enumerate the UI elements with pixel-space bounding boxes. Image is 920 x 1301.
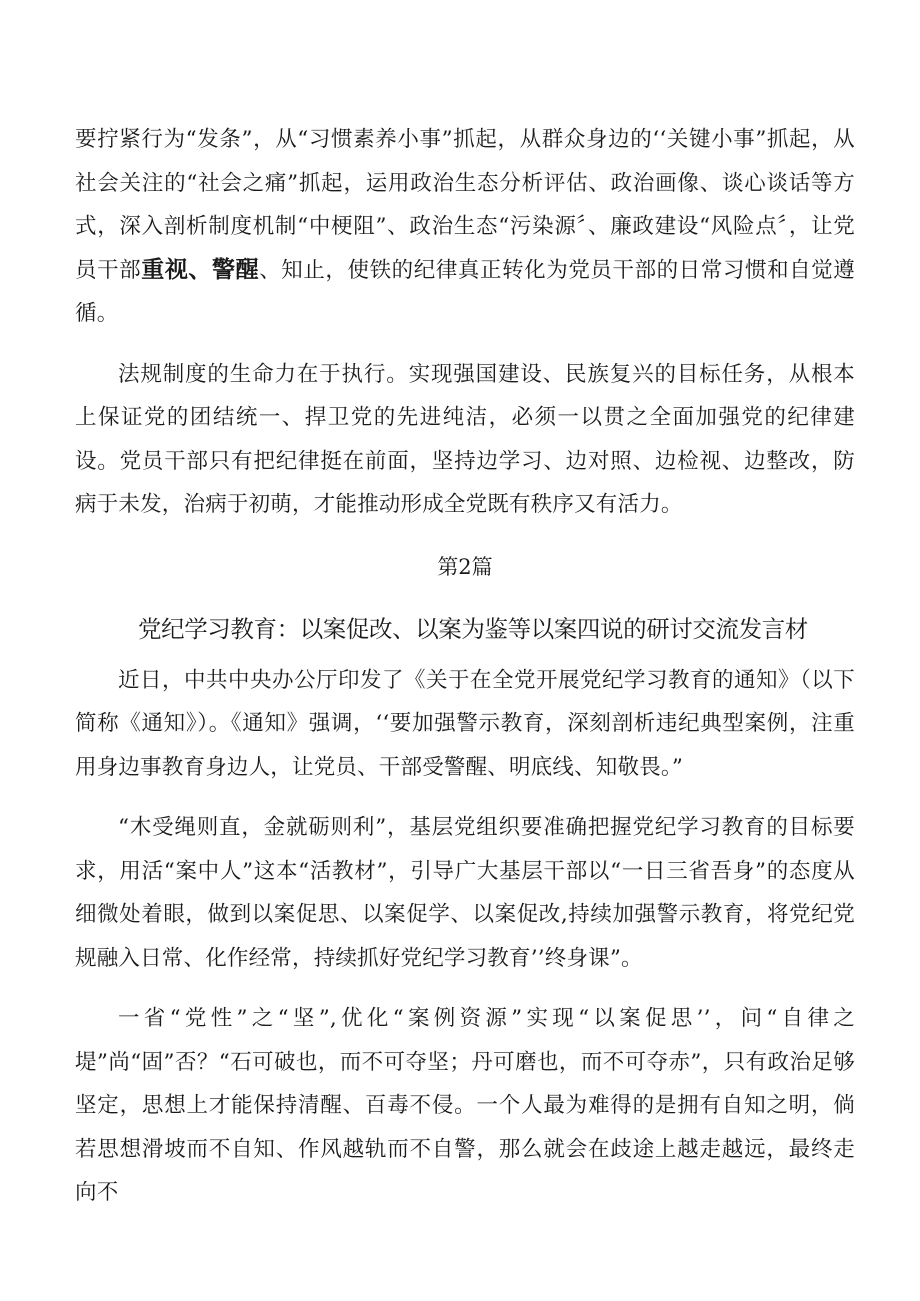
emphasis-text: 警醒	[212, 256, 260, 283]
paragraph-text: 、知止，使铁的纪律真正转化为党员干部的日常习惯和自觉遵循。	[75, 257, 856, 326]
paragraph-party-spirit: 一省“党性”之“坚”,优化“案例资源”实现“以案促思’’，问“自律之堤”尚“固”否？“石可破也，而不可夺坚；丹可磨也，而不可夺赤”，只有政治足够坚定，思想上才能保持清醒、百毒不侵。一个人最为难得的是拥有自知之明，倘若思想滑坡而不自知、作风越轨而不自警，那么就会在歧途上越走越远，最终走向不	[75, 1006, 855, 1205]
section-title: 党纪学习教育：以案促改、以案为鉴等以案四说的研讨交流发言材	[138, 614, 808, 643]
paragraph-notice: 近日，中共中央办公厅印发了《关于在全党开展党纪学习教育的通知》（以下简称《通知》）。《通知》强调，‘‘要加强警示教育，深刻剖析违纪典型案例，注重用身边事教育身边人，让党员、干部受警醒、明底线、知敬畏。”	[75, 667, 855, 780]
paragraph-text: 要拧紧行为“发条”，从“习惯素养小事”抓起，从群众身边的‘‘关键小事”抓起，从社会关注的“社会之痛”抓起，运用政治生态分析评估、政治画像、谈心谈话等方式，深入剖析制度机制“中梗阻”、政治生态“污染源〞、廉政建设“风险点〞，让党员干部	[75, 127, 855, 283]
emphasis-text: 重视	[141, 256, 189, 283]
paragraph-gap	[75, 649, 855, 659]
paragraph-regulations: 法规制度的生命力在于执行。实现强国建设、民族复兴的目标任务，从根本上保证党的团结统一、捍卫党的先进纯洁，必须一以贯之全面加强党的纪律建设。党员干部只有把纪律挺在前面，坚持边学习、边对照、边检视、边整改，防病于未发，治病于初萌，才能推动形成全党既有秩序又有活力。	[75, 361, 855, 517]
paragraph-gap	[75, 980, 855, 997]
section-label: 第2篇	[437, 554, 493, 579]
document-body	[75, 118, 855, 1215]
paragraph-discipline-habits	[75, 118, 855, 336]
paragraph-gap	[75, 336, 855, 353]
emphasis-separator: 、	[188, 256, 213, 283]
paragraph-case-teaching: “木受绳则直，金就砺则利”，基层党组织要准确把握党纪学习教育的目标要求，用活“案中人”这本“活教材”，引导广大基层干部以“一日三省吾身”的态度从细微处着眼，做到以案促思、以案促学、以案促改,持续加强警示教育，将党纪党规融入日常、化作经常，持续抓好党纪学习教育’’终身课”。	[75, 815, 855, 971]
paragraph-gap	[75, 789, 855, 806]
